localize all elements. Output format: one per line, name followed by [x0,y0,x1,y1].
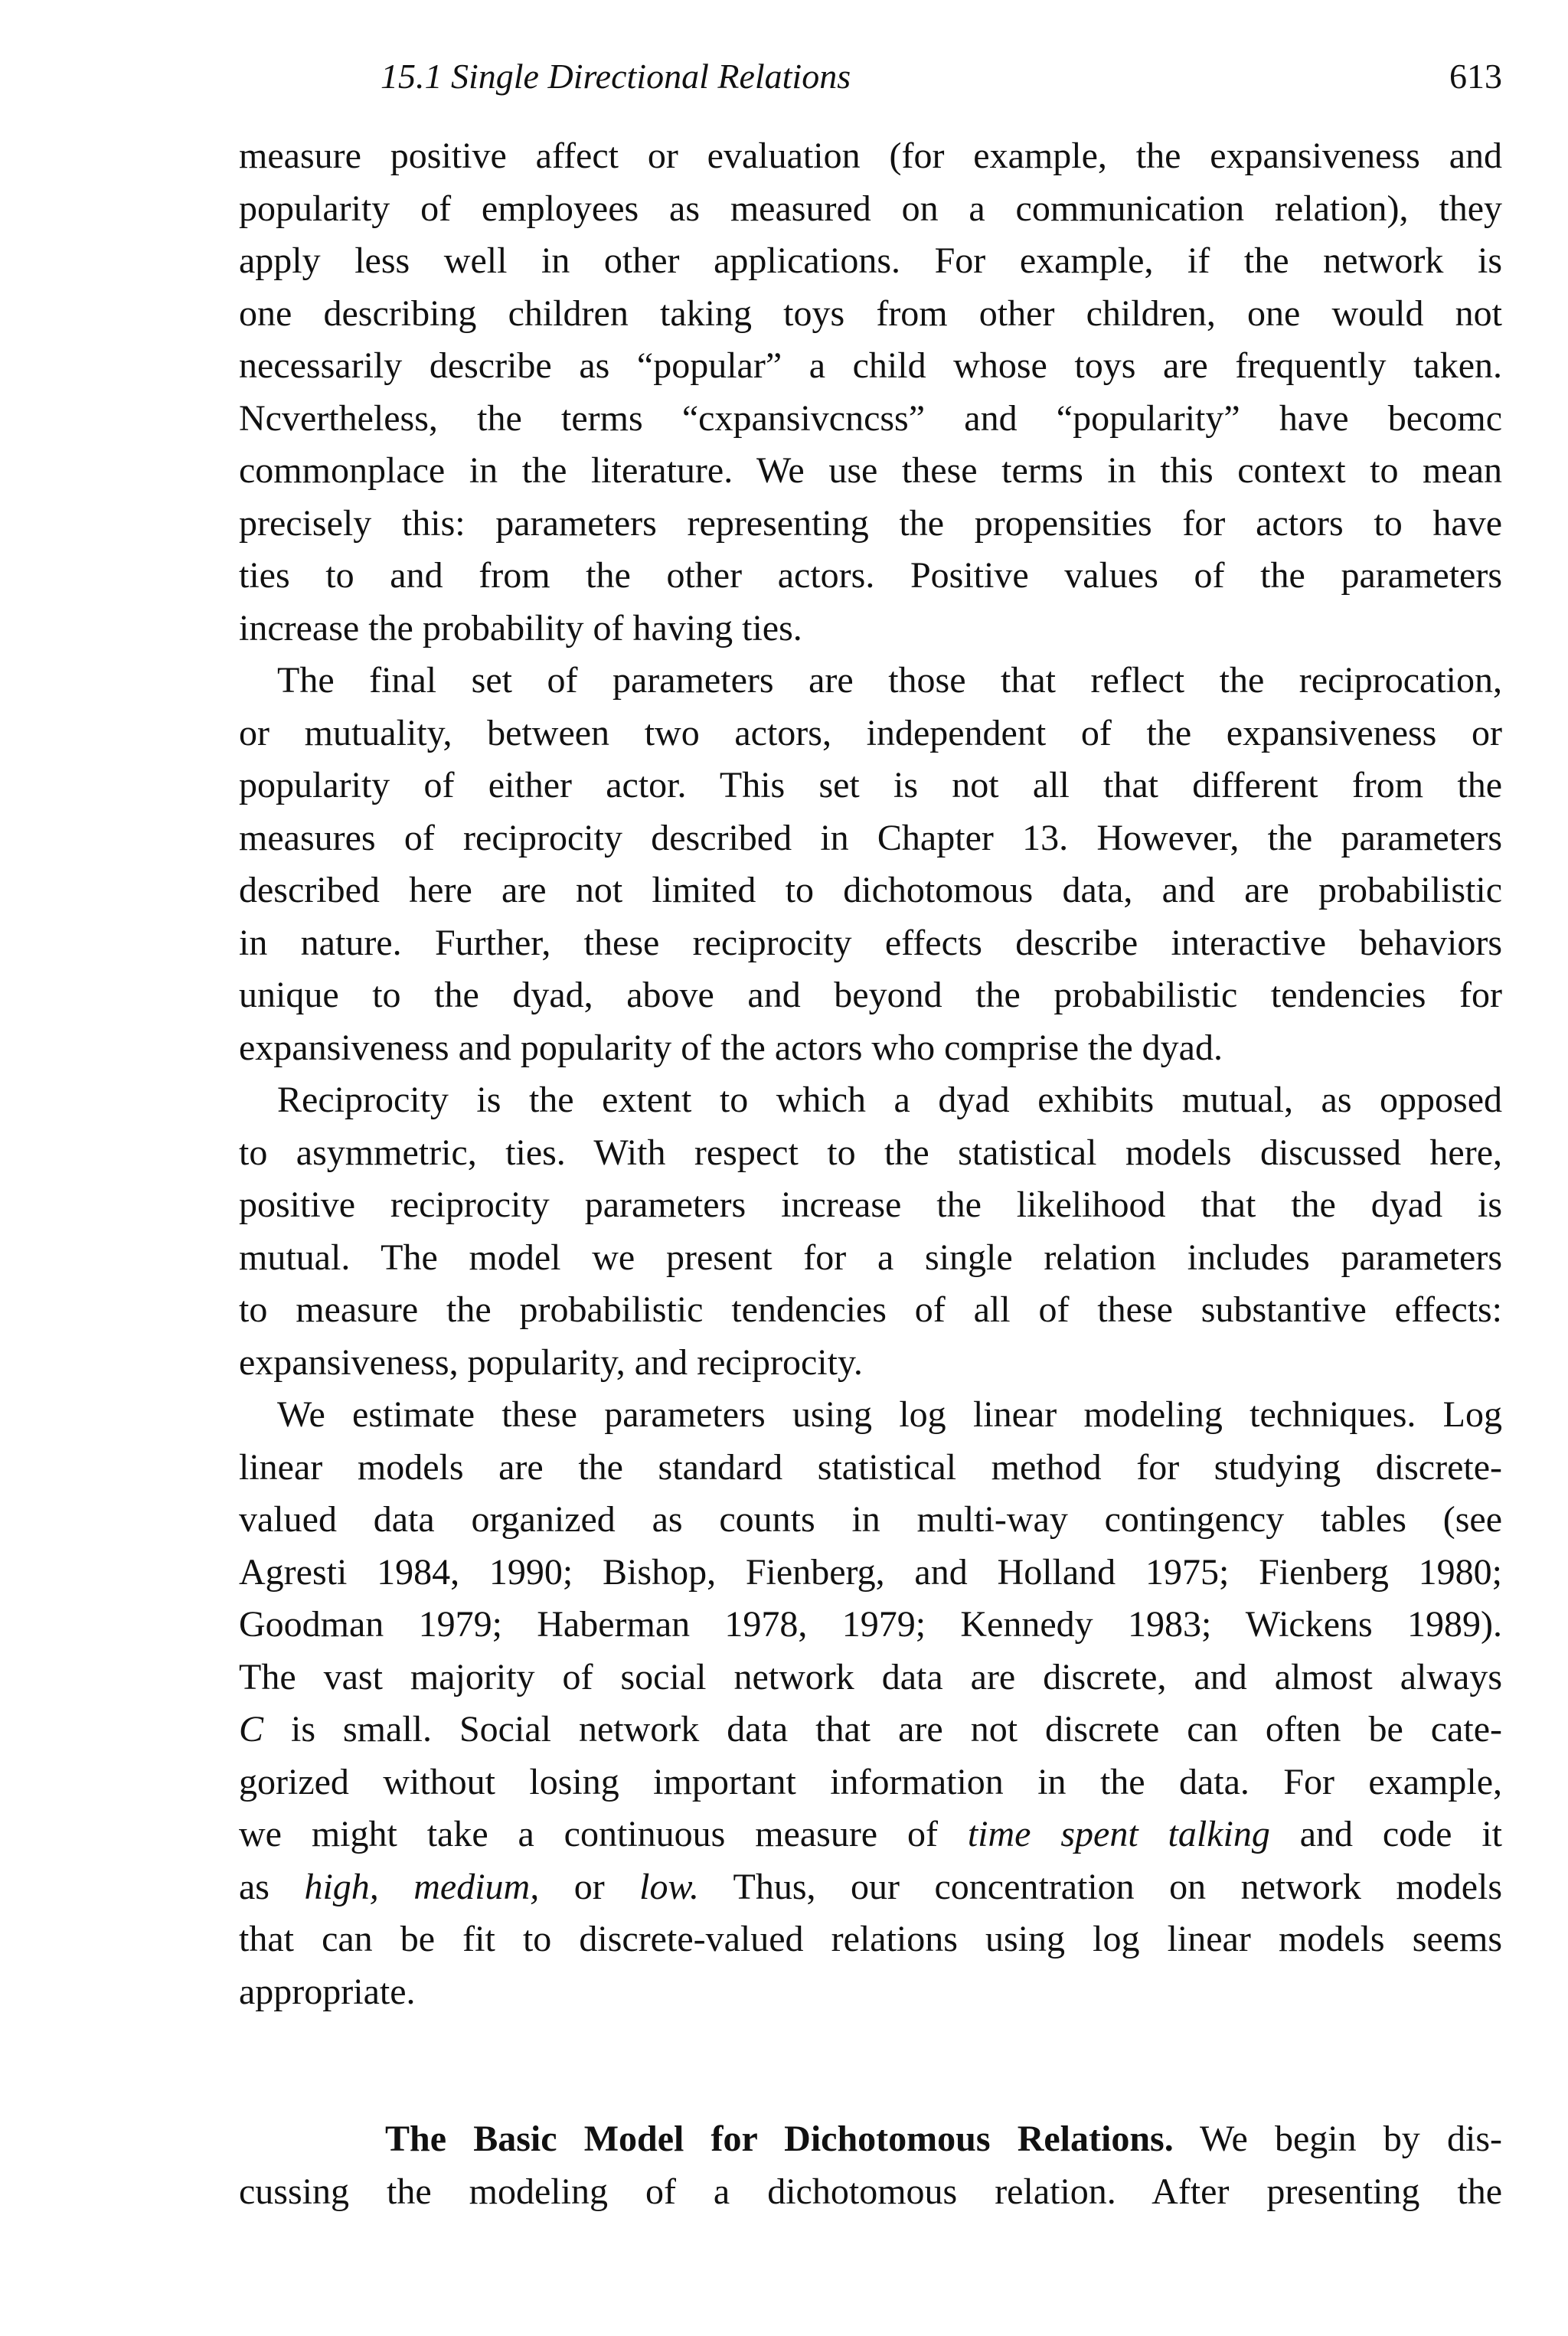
text-segment: We begin by dis- [1173,2119,1502,2159]
text-line: precisely this: parameters representing the propensities for actors to have [239,502,1502,544]
text-line [239,2113,1502,2166]
text-line: cussing the modeling of a dichotomous relation. After presenting the [239,2171,1502,2212]
text-line: popularity of either actor. This set is not all that different from the [239,765,1502,805]
italic-text: C [239,1709,264,1750]
text-line: in nature. Further, these reciprocity effects describe interactive behaviors [239,922,1502,963]
text-line: apply less well in other applications. For example, if the network is [239,240,1502,281]
text-line: expansiveness, popularity, and reciprocity. [239,1341,863,1383]
italic-text: high, medium, [304,1866,540,1907]
section-heading-paragraph [239,2113,1502,2218]
text-line [239,1704,1502,1756]
text-segment: or [539,1866,640,1907]
text-line: linear models are the standard statistical method for studying discrete- [239,1446,1502,1488]
italic-text: time spent talking [967,1814,1270,1854]
text-segment: we might take a continuous measure of [239,1814,968,1854]
text-line: Goodman 1979; Haberman 1978, 1979; Kennedy 1983; Wickens 1989). [239,1604,1502,1645]
text-line: measures of reciprocity described in Chapter 13. However, the parameters [239,817,1502,858]
page-number: 613 [1449,57,1502,96]
text-line: increase the probability of having ties. [239,607,802,649]
text-line: We estimate these parameters using log linear modeling techniques. Log [277,1394,1502,1435]
text-line: mutual. The model we present for a single relation includes parameters [239,1237,1502,1278]
text-line: appropriate. [239,1971,416,2012]
body-text [239,130,1502,2218]
text-line: or mutuality, between two actors, independent of the expansiveness or [239,712,1502,753]
text-line: to asymmetric, ties. With respect to the statistical models discussed here, [239,1132,1502,1173]
section-title: 15.1 Single Directional Relations [381,57,851,96]
text-line: Ncvertheless, the terms “cxpansivcncss” and “popularity” have becomc [239,397,1502,439]
text-line: Reciprocity is the extent to which a dyad exhibits mutual, as opposed [277,1080,1502,1120]
text-line [239,1861,1502,1914]
run-in-heading: The Basic Model for Dichotomous Relations. [385,2119,1174,2159]
text-line: measure positive affect or evaluation (for example, the expansiveness and [239,136,1502,176]
text-line: positive reciprocity parameters increase the likelihood that the dyad is [239,1184,1502,1225]
text-line: The vast majority of social network data are discrete, and almost always [239,1656,1502,1697]
text-line: described here are not limited to dichotomous data, and are probabilistic [239,870,1502,910]
paragraph [239,1389,1502,2018]
paragraph [239,655,1502,1074]
text-line: Agresti 1984, 1990; Bishop, Fienberg, and Holland 1975; Fienberg 1980; [239,1551,1502,1593]
text-line: unique to the dyad, above and beyond the probabilistic tendencies for [239,975,1502,1015]
text-line: valued data organized as counts in multi-way contingency tables (see [239,1499,1502,1540]
text-segment: and code it [1269,1814,1503,1854]
paragraph [239,1074,1502,1389]
text-segment: Thus, our concentration on network models [698,1866,1503,1907]
text-line: one describing children taking toys from other children, one would not [239,292,1502,334]
text-line: necessarily describe as “popular” a child whose toys are frequently taken. [239,345,1502,386]
text-line: ties to and from the other actors. Positive values of the parameters [239,555,1502,596]
text-segment: is small. Social network data that are not discrete can often be cate- [263,1709,1502,1750]
text-line: expansiveness and popularity of the actors who comprise the dyad. [239,1027,1223,1068]
text-line: to measure the probabilistic tendencies of all of these substantive effects: [239,1289,1502,1330]
text-segment: as [239,1866,305,1907]
text-line: popularity of employees as measured on a communication relation), they [239,188,1502,229]
text-line: The final set of parameters are those that reflect the reciprocation, [277,660,1502,701]
italic-text: low. [639,1866,699,1907]
paragraph [239,130,1502,655]
running-head [381,54,1502,100]
text-line [239,1808,1502,1861]
text-line: gorized without losing important information in the data. For example, [239,1761,1502,1802]
text-line: that can be fit to discrete-valued relations using log linear models seems [239,1919,1502,1959]
text-line: commonplace in the literature. We use these terms in this context to mean [239,450,1502,491]
